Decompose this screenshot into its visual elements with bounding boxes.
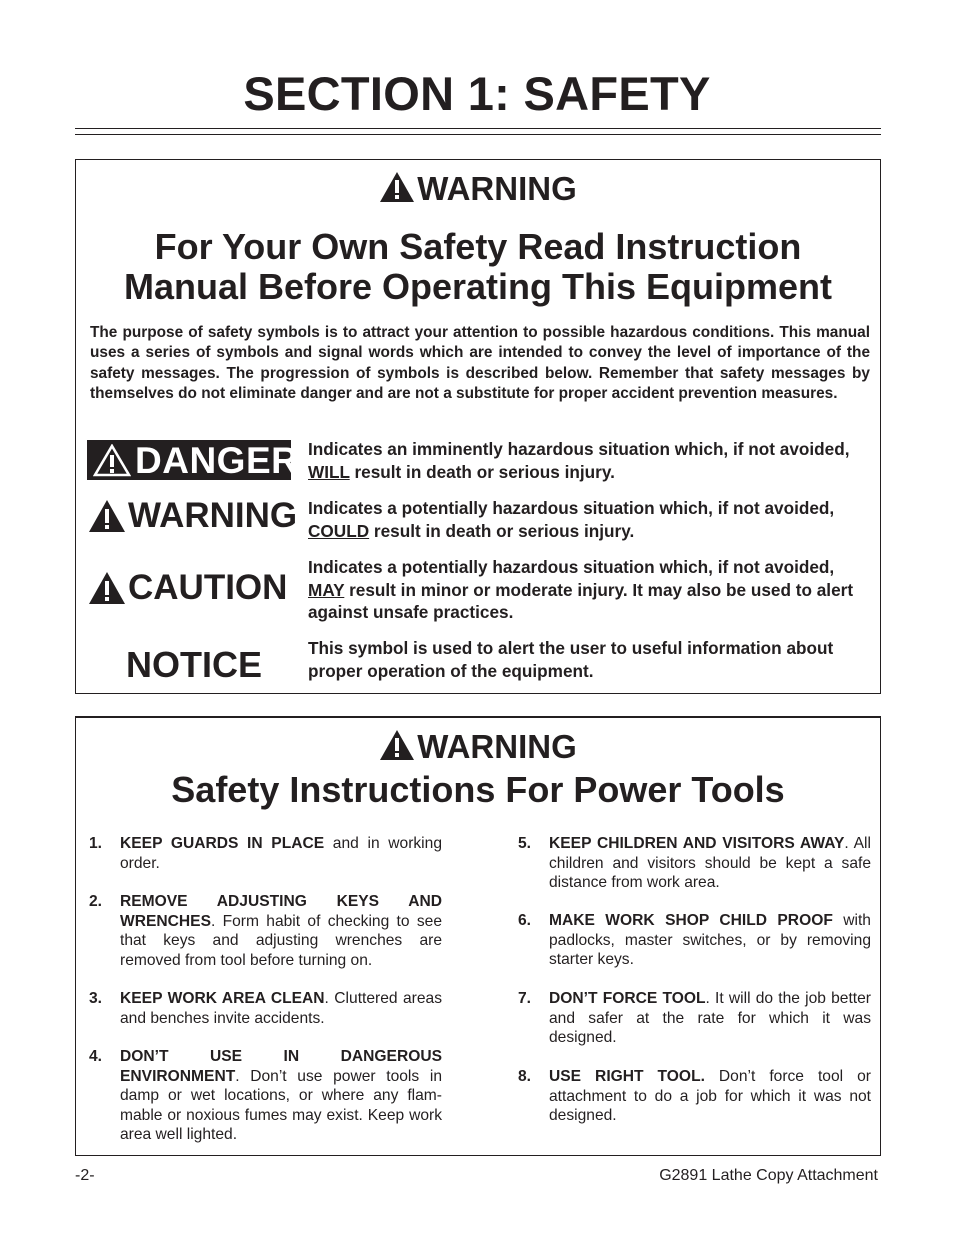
warning-signal-triangle-icon [88,499,126,533]
warning-header [76,728,880,766]
intro-paragraph: The purpose of safety symbols is to attract your attention to possible hazardous conditions. This manual uses a series of symbols and signal words which are intended to convey the level of importance of the safety messages. The progression of symbols is described below. Remember that safety messages by themselves do not eliminate danger and are not a substitute for proper accident prevention measures. [90,324,870,403]
manual-heading-line1: For Your Own Safety Read Instruction [154,226,802,267]
caution-triangle-icon [88,571,126,605]
danger-triangle-icon [93,444,131,477]
warning-header [76,170,880,208]
warning-triangle-icon [379,171,415,203]
danger-word: DANGER [135,440,299,481]
title-rule-top [75,128,881,129]
power-tools-heading: Safety Instructions For Power Tools [171,769,785,810]
title-rule-bottom [75,134,881,135]
caution-signal-word: CAUTION [128,568,288,607]
caution-description: Indicates a potentially hazardous situation which, if not avoided, MAY result in minor or moderate injury. It may also be used to alert against unsafe practices. [308,557,854,623]
manual-heading-line2: Manual Before Operating This Equipment [123,266,833,307]
notice-description: This symbol is used to alert the user to useful information about proper operation of the equipment. [308,638,834,681]
warning-triangle-icon [379,729,415,761]
warning-word: WARNING [417,170,577,207]
warning-description: Indicates a potentially hazardous situation which, if not avoided, COULD result in death or serious injury. [308,498,835,541]
page-number: -2- [75,1167,95,1184]
notice-signal-word: NOTICE [126,644,263,685]
caution-key-word: MAY [308,579,345,600]
power-tools-safety-box: WARNING Safety Instructions For Power Tools 1. KEEP GUARDS IN PLACE and in working order. 2. REMOVE ADJUSTING KEYS AND WRENCHES. Form habit of checking to see that keys and adjusting wrenches are removed from tool before turning on. 3. KEEP WORK AREA CLEAN. Cluttered areas and benches invite accidents. 4. DON’T USE IN DANGEROUS ENVIRONMENT. Don’t use power tools in damp or wet locations, or where any flam-mable or noxious fumes may exist. Keep work area well lighted. 5. KEEP CHILDREN AND VISITORS AWAY. All children and visitors should be kept a safe distance from work area. 6. MAKE WORK SHOP CHILD PROOF with padlocks, master switches, or by removing starter keys. 7. DON’T FORCE TOOL. It will do the job better and safer at the rate for which it was designed. 8. USE RIGHT TOOL. Don’t force tool or attachment to do a job for which it was not designed. [75,716,881,1156]
footer-model: G2891 Lathe Copy Attachment [659,1167,878,1184]
danger-signal [87,440,299,481]
warning-signal-word: WARNING [128,496,298,535]
warning-word: WARNING [417,728,577,765]
warning-key-word: COULD [308,520,370,541]
danger-description: Indicates an imminently hazardous situation which, if not avoided, WILL result in death or serious injury. [308,439,850,482]
danger-key-word: WILL [308,461,350,482]
page-title: SECTION 1: SAFETY [243,67,711,120]
safety-symbols-box [75,159,881,694]
